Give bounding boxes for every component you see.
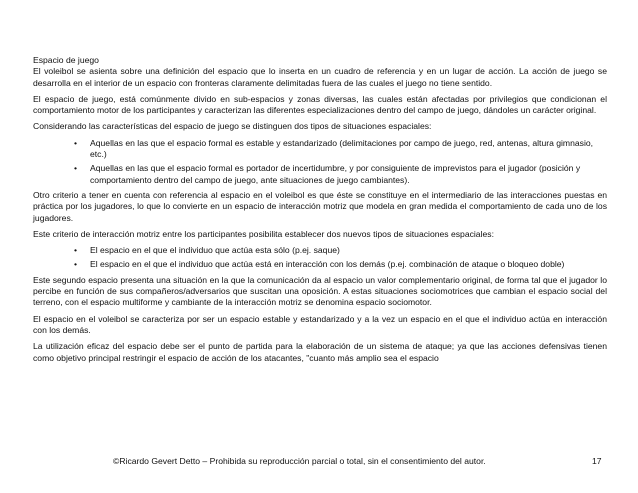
bullet-list-2 <box>33 245 607 271</box>
copyright-notice: ©Ricardo Gevert Detto – Prohibida su reproducción parcial o total, sin el consentimiento del autor. <box>113 456 486 466</box>
paragraph-8: La utilización eficaz del espacio debe ser el punto de partida para la elaboración de un sistema de ataque; ya que las acciones defensivas tienen como objetivo principal restringir el espacio de acción de los atacantes, "cuanto más amplio sea el espacio <box>33 341 607 363</box>
paragraph-5: Este criterio de interacción motriz entre los participantes posibilita establecer dos nuevos tipos de situaciones espaciales: <box>33 228 494 239</box>
paragraph-7: El espacio en el voleibol se caracteriza por ser un espacio estable y estandarizado y a la vez un espacio en el que el individuo actúa en interacción con los demás. <box>33 313 607 335</box>
list-item <box>33 163 607 186</box>
list-item-text: Aquellas en las que el espacio formal es estable y estandarizado (delimitaciones por campo de juego, red, antenas, altura gimnasio, etc.) <box>90 137 594 160</box>
bullet-icon: • <box>74 137 78 148</box>
paragraph-3: Considerando las características del espacio de juego se distinguen dos tipos de situaciones espaciales: <box>33 121 432 132</box>
document-body <box>33 55 607 369</box>
paragraph-2: El espacio de juego, está comúnmente divido en sub-espacios y zonas diversas, las cuales están afectadas por privilegios que condicionan el comportamiento motor de los participantes y caracterizan las diferentes especializaciones dentro del campo de juego, dándoles un carácter original. <box>33 93 607 116</box>
paragraph-6: Este segundo espacio presenta una situación en la que la comunicación da al espacio un valor complementario original, de forma tal que el jugador lo percibe en función de sus compañeros/adversarios que suscitan una oposición. A estas situaciones sociomotrices que cambian el espacio social del terreno, con el espacio multiforme y cambiante de la interacción motriz se denomina espacio sociomotor. <box>33 274 607 308</box>
bullet-icon: • <box>74 163 78 174</box>
list-item-text: El espacio en el que el individuo que actúa está en interacción con los demás (p.ej. combinación de ataque o bloqueo doble) <box>90 259 565 270</box>
paragraph-4: Otro criterio a tener en cuenta con referencia al espacio en el voleibol es que éste se constituye en el intermediario de las interacciones puestas en práctica por los jugadores, lo que lo convierte en un espacio de interacción motriz que modela en gran medida el comportamiento de cada uno de los jugadores. <box>33 189 607 223</box>
list-item-text: El espacio en el que el individuo que actúa esta sólo (p.ej. saque) <box>90 245 340 256</box>
bullet-icon: • <box>74 245 78 256</box>
list-item-text: Aquellas en las que el espacio formal es portador de incertidumbre, y por consiguiente de imprevistos para el jugador (posición y comportamiento dentro del campo de juego, ante situaciones de juego cambiantes). <box>90 163 581 185</box>
list-item <box>33 245 607 256</box>
page-number: 17 <box>592 456 602 466</box>
section-title: Espacio de juego <box>33 55 99 65</box>
bullet-list-1 <box>33 138 607 186</box>
paragraph-1: El voleibol se asienta sobre una definición del espacio que lo inserta en un cuadro de referencia y en un lugar de acción. La acción de juego se desarrolla en el interior de un espacio con fronteras claramente delimitadas fuera de las cuales el juego no tiene sentido. <box>33 66 607 88</box>
bullet-icon: • <box>74 259 78 270</box>
list-item <box>33 259 607 270</box>
list-item <box>33 138 607 161</box>
